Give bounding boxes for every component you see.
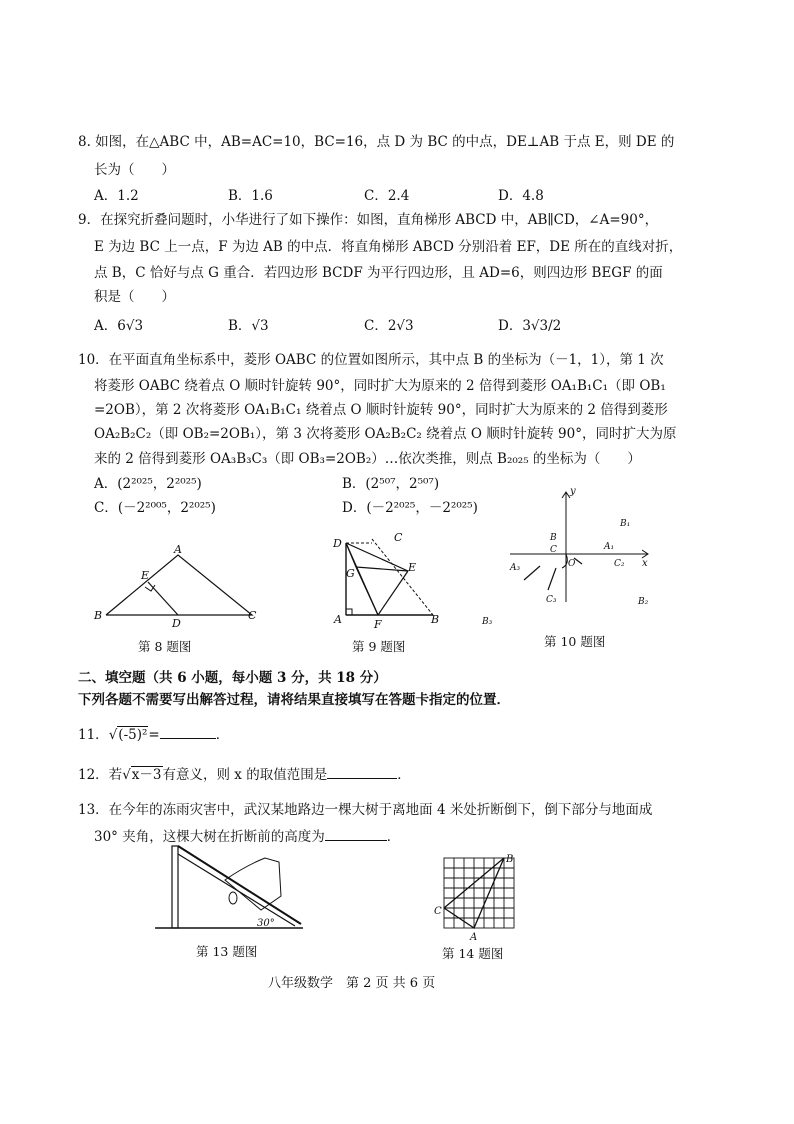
q10-line4: OA₂B₂C₂（即 OB₂=2OB₁），第 3 次将菱形 OA₂B₂C₂ 绕着点 O 顺时针旋转 90°，同时扩大为原 <box>94 426 677 442</box>
q10-option-d: D．(－2²⁰²⁵，－2²⁰²⁵) <box>342 500 478 516</box>
q11-tail: = <box>148 727 160 743</box>
section2-instruction: 下列各题不需要写出解答过程，请将结果直接填写在答题卡指定的位置． <box>78 692 510 708</box>
q12-mid: 有意义，则 x 的取值范围是 <box>162 767 328 783</box>
q9-line4: 积是（ ） <box>94 289 175 305</box>
q10-option-b: B．(2⁵⁰⁷，2⁵⁰⁷) <box>342 476 440 492</box>
q8-option-a: A．1.2 <box>94 188 139 204</box>
fig8-label-b: B <box>94 609 103 622</box>
q9-option-c: C．2√3 <box>364 318 414 334</box>
section2-title: 二、填空题（共 6 小题，每小题 3 分，共 18 分） <box>78 670 387 686</box>
fig9-label-b: B <box>431 613 440 626</box>
fig9-label-f: F <box>374 618 382 631</box>
q11-blank <box>160 724 216 739</box>
figure-13 <box>155 840 305 935</box>
fig14-label-a: A <box>470 932 478 943</box>
fig10-label-x: x <box>642 558 648 569</box>
figure-8 <box>90 545 270 635</box>
fig13-angle-label: 30° <box>257 918 275 929</box>
q9-option-a: A．6√3 <box>94 318 144 334</box>
q12-num: 12．若 <box>78 767 123 783</box>
q11: 11．√(-5)²= ． <box>78 724 229 745</box>
fig10-label-c: C <box>550 545 557 555</box>
sqrt-icon: √ <box>122 767 131 783</box>
fig10-label-b3: B₃ <box>482 617 493 627</box>
q10-line5: 来的 2 倍得到菱形 OA₃B₃C₃（即 OB₃=2OB₂）…依次类推，则点 B₂₀₂₅ 的坐标为（ ） <box>94 451 641 467</box>
fig14-label-b: B <box>506 854 514 865</box>
q13-line2: 30° 夹角，这棵大树在折断前的高度为 ． <box>94 826 400 847</box>
fig14-caption: 第 14 题图 <box>442 946 504 961</box>
q10-option-c: C．(－2²⁰⁰⁵，2²⁰²⁵) <box>94 500 216 516</box>
q13-line1: 13．在今年的冻雨灾害中，武汉某地路边一棵大树于离地面 4 米处折断倒下，倒下部分与地面成 <box>78 802 653 818</box>
fig10-label-y: y <box>570 486 576 497</box>
fig10-label-c2: C₂ <box>614 559 625 569</box>
figure-14 <box>432 852 522 942</box>
q10-line1: 10．在平面直角坐标系中，菱形 OABC 的位置如图所示，其中点 B 的坐标为（－1，1），第 1 次 <box>78 352 664 368</box>
fig10-label-c3: C₃ <box>546 595 557 605</box>
q13-blank <box>325 826 387 841</box>
figure-9 <box>328 531 448 631</box>
q8-option-c: C．2.4 <box>364 188 410 204</box>
fig9-label-d: D <box>333 537 342 550</box>
fig9-label-g: G <box>346 567 355 580</box>
q9-option-d: D．3√3/2 <box>498 318 562 334</box>
figure-10 <box>478 482 658 632</box>
q9-line3: 点 B，C 恰好与点 G 重合．若四边形 BCDF 为平行四边形，且 AD=6，则四边形 BEGF 的面 <box>94 265 663 281</box>
q9-option-b: B．√3 <box>228 318 269 334</box>
fig10-label-b1: B₁ <box>620 519 631 529</box>
fig10-label-o: O <box>568 559 576 569</box>
fig10-label-b2: B₂ <box>638 597 649 607</box>
q9-line1: 9．在探究折叠问题时，小华进行了如下操作：如图，直角梯形 ABCD 中，AB∥CD，∠A=90°， <box>78 212 659 228</box>
q8-line1: 8. 如图，在△ABC 中，AB=AC=10，BC=16，点 D 为 BC 的中点，DE⊥AB 于点 E，则 DE 的 <box>78 134 675 150</box>
q12-expr: x－3 <box>131 767 162 783</box>
fig9-caption: 第 9 题图 <box>352 639 406 654</box>
q10-line3: =2OB），第 2 次将菱形 OA₁B₁C₁ 绕着点 O 顺时针旋转 90°，同时扩大为原来的 2 倍得到菱形 <box>94 402 668 418</box>
page-footer: 八年级数学 第 2 页 共 6 页 <box>268 976 436 991</box>
fig8-label-a: A <box>174 543 182 556</box>
q8-option-b: B．1.6 <box>228 188 273 204</box>
q11-num: 11． <box>78 727 109 743</box>
fig8-label-c: C <box>248 609 257 622</box>
sqrt-icon: √ <box>108 727 118 743</box>
fig10-label-a1: A₁ <box>604 542 615 552</box>
q11-expr: (-5)² <box>118 727 148 743</box>
fig10-label-b: B <box>550 533 557 543</box>
q10-option-a: A．(2²⁰²⁵，2²⁰²⁵) <box>94 476 202 492</box>
fig9-label-c: C <box>394 531 403 544</box>
fig8-label-e: E <box>141 569 150 582</box>
fig10-caption: 第 10 题图 <box>544 634 606 649</box>
q9-line2: E 为边 BC 上一点，F 为边 AB 的中点．将直角梯形 ABCD 分别沿着 EF，DE 所在的直线对折， <box>94 239 683 255</box>
fig14-label-c: C <box>434 906 442 917</box>
fig9-label-a: A <box>334 613 342 626</box>
q8-line2: 长为（ ） <box>94 162 175 178</box>
q12 <box>78 764 411 785</box>
q10-line2: 将菱形 OABC 绕着点 O 顺时针旋转 90°，同时扩大为原来的 2 倍得到菱形 OA₁B₁C₁（即 OB₁ <box>94 378 666 394</box>
q12-tail: ． <box>397 767 411 783</box>
fig8-caption: 第 8 题图 <box>138 639 192 654</box>
fig8-label-d: D <box>172 617 181 630</box>
fig10-label-a3: A₃ <box>510 563 521 573</box>
q12-blank <box>327 764 397 779</box>
fig9-label-e: E <box>408 561 417 574</box>
q13-line2-text: 30° 夹角，这棵大树在折断前的高度为 <box>94 829 325 845</box>
q8-option-d: D．4.8 <box>498 188 544 204</box>
fig13-caption: 第 13 题图 <box>196 944 258 959</box>
